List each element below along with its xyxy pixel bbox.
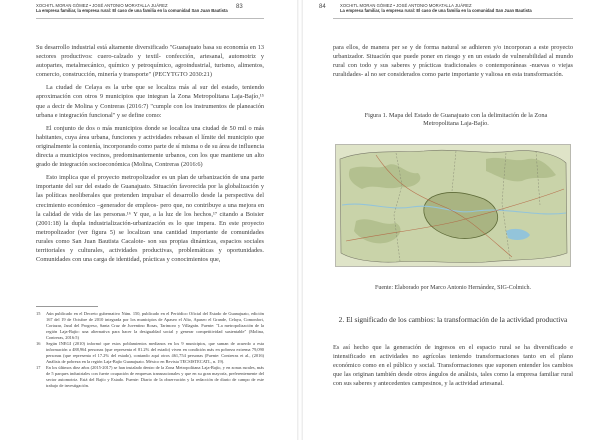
figure-caption: Figura 1. Mapa del Estado de Guanajuato con la delimitación de la Zona Metropolitana Laja-Bajío. xyxy=(364,112,548,128)
footnote-number: 16 xyxy=(36,341,41,346)
header-authors: XOCHITL MORAN GÓMEZ • JOSÉ ANTONIO MORATALLA JUÁREZ xyxy=(36,3,168,8)
running-header xyxy=(36,3,236,13)
footnotes xyxy=(36,306,264,389)
header-title: La empresa familiar, la empresa rural: El caso de una familia en la comunidad San Juan Bautista xyxy=(340,8,532,14)
map-terrain xyxy=(340,150,567,262)
footnote-text: Según INEGI (2010) informó que estos poblamientos medianos en los 9 municipios, que suman de acuerdo a esta información a 488,964 personas (que representa el 81.2% del estado) viven en condición más en pobreza extrema 79,090 personas (que representa el 17.2% del estado), contando aquí otros 461,754 personas (Fuente: Contreras et al., (2016) Análisis de pobreza en la región Laja-Bajío Guanajuato. México en Revista TECSISTECATL, n. 19). xyxy=(46,341,264,364)
footnote xyxy=(36,365,264,389)
footnote-number: 15 xyxy=(36,311,41,316)
body-text xyxy=(333,343,573,392)
section-title: 2. El significado de los cambios: la transformación de la actividad productiva xyxy=(338,315,568,324)
footnote xyxy=(36,341,264,365)
paragraph: Es así hecho que la generación de ingresos en el espacio rural se ha diversificado e intensificado en actividades no agrícolas teniendo transformaciones tanto en el plano económico como en el público y social. Transformaciones que suponen entender los cambios que las originan también desde otros ángulos de análisis, tales como la empresa familiar rural con sus saberes y antecedentes campesinos, y la actividad artesanal. xyxy=(333,344,573,388)
paragraph: para ellos, de manera per se y de forma natural se adhieren y/o incorporan a este proyecto urbanizador. Situación que puede poner en riesgo y en un estado de vulnerabilidad al mundo rural con todo y sus saberes y prácticas tradicionales o contemporáneas -nuevas o viejas ruralidades- al no ser considerados como parte importante y valiosa en esta transformación. xyxy=(333,44,573,79)
header-rule xyxy=(333,18,573,19)
footnote xyxy=(36,311,264,341)
paragraph: La ciudad de Celaya es la urbe que se localiza más al sur del estado, teniendo aproximación con otros 9 municipios que integran la Zona Metropolitana Laja-Bajío,¹⁵ que a decir de Molina y Contreras (2016:7) "cumple con los instrumentos de planeación urbana e integración funcional" y se define como: xyxy=(36,84,264,119)
header-title: La empresa familiar, la empresa rural: El caso de una familia en la comunidad San Juan Bautista xyxy=(36,8,228,14)
body-text xyxy=(36,43,264,268)
header-rule xyxy=(36,18,264,19)
footnote-text: En los últimos diez años (2015-2017) se han instalado dentro de la Zona Metropolitana Laja-Bajío, y en zonas rurales, más de 5 parques industriales con fuerte ocupación de empresas transnacionales y que en su gran mayoría, preferentemente del sector automotriz. Está del Bajío y Estado. Fuente: Diario de la observación y la redacción de diario de campo de este trabajo de investigación. xyxy=(46,365,264,388)
running-header xyxy=(340,3,580,13)
body-text xyxy=(333,43,573,83)
right-page xyxy=(303,0,600,440)
guanajuato-map-figure xyxy=(335,144,571,267)
left-page xyxy=(0,0,297,440)
footnote-number: 17 xyxy=(36,365,41,370)
paragraph: Esto implica que el proyecto metropolizador es un plan de urbanización de una parte importante del sur del estado de Guanajuato. Situación favorecida por la globalización y las políticas neoliberales que pretenden impulsar el desarrollo desde la perspectiva del crecimiento económico –generador de empleos- pero que, no contribuye a una mejora en la calidad de vida de las personas.¹⁶ Y que, a la luz de los hechos,¹⁷ citando a Boisier (2001:18) la dupla industrialización-urbanización es lo que impera. En este proyecto metropolizador (ver figura 5) se localizan una cantidad importante de comunidades rurales como San Juan Bautista Cacalote- son sus propias dinámicas, espacios sociales territoriales y culturales, actividades productivas, problemáticas y oportunidades. Comunidades con una carga de identidad, prácticas y conocimientos que, xyxy=(36,174,264,264)
block-quote: El conjunto de dos o más municipios donde se localiza una ciudad de 50 mil o más habitantes, cuya área urbana, funciones y actividades rebasan el límite del municipio que originalmente la contenía, incorporando como parte de sí misma o de su área de influencia directa a municipios vecinos, predominantemente urbanos, con los que mantiene un alto grado de integración socioeconómica (Molina, Contreras (2016:6) xyxy=(36,124,264,169)
page-number: 84 xyxy=(319,4,326,10)
header-authors: XOCHITL MORAN GÓMEZ • JOSÉ ANTONIO MORATALLA JUÁREZ xyxy=(340,3,472,8)
paragraph: Su desarrollo industrial está altamente diversificado "Guanajuato basa su economía en 13 sectores productivos: cuero-calzado y textil- confección, artesanal, automotriz y autopartes, metalmecánico, químico y petroquímico, agroindustrial, turismo, alimentos, comercio, construcción, minería y transporte" (PECYTGTO 2030:21) xyxy=(36,44,264,79)
page-number: 83 xyxy=(236,4,243,10)
figure-source: Fuente: Elaborado por Marco Antonio Hernández, SIG-Colmich. xyxy=(375,285,531,291)
footnote-separator xyxy=(36,306,98,307)
footnote-text: Aún publicado en el Decreto gubernativo Núm. 150, publicado en el Periódico Oficial del Estado de Guanajuato, edición 167 del 19 de Octubre de 2010 integrada por los municipios de Apaseo el Alto, Apaseo el Grande, Celaya, Comonfort, Cortazar, Jaral del Progreso, Santa Cruz de Juventino Rosas, Tarimoro y Villagrán. Fuente: "La metropolización de la región Laja-Bajío: una alternativa para hacer la desigualdad social y generar competitividad sustentable" (Molina, Contreras, 2016:5) xyxy=(46,311,264,340)
